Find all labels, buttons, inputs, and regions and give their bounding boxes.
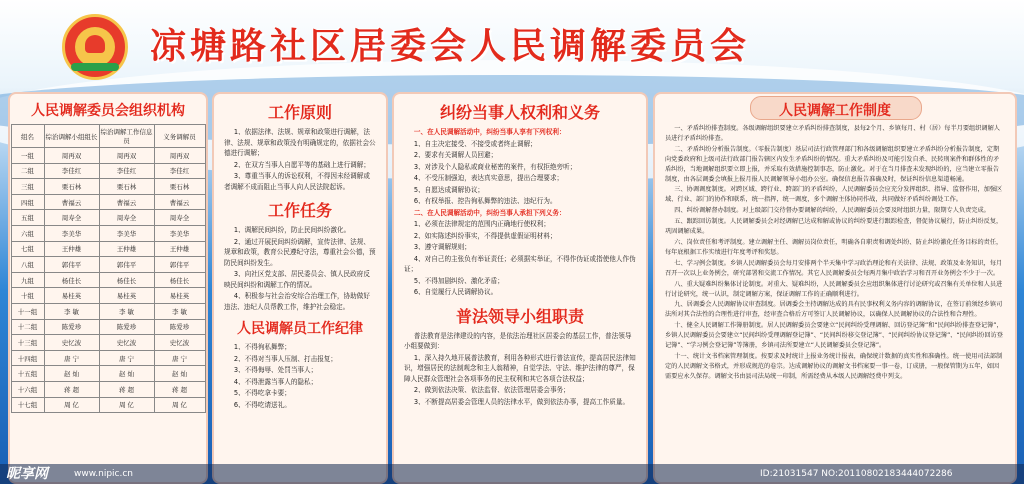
- paragraph: 4、对自己的主张负有举证责任；必须据实举证，不得作伪证或指使他人作伪证；: [404, 254, 636, 273]
- page-title: 凉塘路社区居委会人民调解委员会: [150, 25, 751, 67]
- table-cell: 史忆波: [99, 335, 154, 351]
- table-cell: 八组: [11, 257, 44, 273]
- paragraph: 3、向社区党支部、居民委员会、镇人民政府反映民间纠纷和调解工作的情况。: [224, 270, 370, 289]
- paragraph: 二、矛盾纠纷分析报告制度。（零报告制度）基层司法行政管理部门和各级调解组织要建立矛盾纠纷分析报告制度，定期向党委政府和上级司法行政部门报告辖区内发生矛盾纠纷的情况。重大矛盾纠纷及可能引发自杀、民转刑案件和群体性的矛盾纠纷，当地调解组织要立即上报，并采取有效措施控制事态，防止激化。对于在当月排查未发现纠纷的，应当建立零报告制度，由各层调委会填报上报月报人民调解领导小组办公室。确保信息报告准确及时，保证纠纷信息渠道畅通。: [665, 145, 1000, 183]
- table-cell: 史忆波: [154, 335, 205, 351]
- paragraph: 5、自愿达成调解协议；: [413, 185, 485, 194]
- table-row: [11, 335, 205, 351]
- paragraph: 1、自主决定接受、不接受或者终止调解；: [413, 139, 537, 148]
- table-row: [11, 272, 205, 288]
- tasks-text: [214, 225, 386, 312]
- table-cell: 周 亿: [154, 397, 205, 413]
- table-cell: 十四组: [11, 350, 44, 366]
- table-cell: 李佳红: [99, 163, 154, 179]
- paragraph: 五、跟踪回访制度。人民调解委员会对经调解已达成和解或协议的纠纷要进行跟踪检查，督促协议履行，防止纠纷反复，巩固调解成果。: [665, 218, 1003, 236]
- table-cell: 陈爱珍: [154, 319, 205, 335]
- paragraph: 2、要求有关调解人员回避；: [413, 151, 498, 159]
- watermark-bar: [0, 464, 1024, 484]
- table-row: [11, 303, 205, 319]
- table-cell: 三组: [11, 179, 44, 195]
- table-cell: 李美华: [99, 225, 154, 241]
- table-cell: 周再双: [44, 148, 99, 164]
- principles-title: 工作原则: [267, 103, 332, 122]
- table-row: [11, 319, 205, 335]
- table-row: [11, 163, 205, 179]
- paragraph: 3、不得侮辱、处罚当事人；: [233, 366, 318, 374]
- paragraph: 七、学习例会制度。乡镇人民调解委员会每月安排两个半天集中学习政治理论和有关法律、法规、政策及业务知识，每月召开一次以上业务例会，研究部署和交流工作情况。其它人民调解委员会每两月集中政治学习和召开业务例会不少于一次。: [665, 259, 1003, 277]
- paragraph: 1、调解民间纠纷，防止民间纠纷激化。: [233, 226, 351, 234]
- table-cell: 赵 灿: [99, 366, 154, 382]
- paragraph: 九、居调委会人民调解协议审查制度。居调委会主持调解达成的具有民事权利义务内容的调解协议，在签订前须经乡镇司法所对其合法性的合理性进行审查，经审查合格后方可签订人民调解协议，以确保人民调解协议的合法性和合理性。: [665, 301, 1003, 319]
- principles-panel: [212, 92, 388, 484]
- paragraph: 1、深入持久地开展普法教育，利用各种形式进行普法宣传，提高居民法律知识，增强居民的法制观念和主人翁精神，自觉学法、守法、维护法律的尊严，保障人民群众管理社会各项事务的民主权利和其它各项合法权益；: [404, 353, 636, 383]
- paragraph: 5、不得加剧纠纷、激化矛盾；: [413, 276, 504, 285]
- paragraph: 6、有权举报、控告徇私舞弊的违法、违纪行为。: [413, 197, 557, 205]
- paragraph: 2、通过开展民间纠纷调解，宣传法律、法规、规章和政策，教育公民遵纪守法，尊重社会公德，预防民间纠纷发生。: [224, 237, 376, 267]
- paragraph: 3、遵守调解规则；: [413, 243, 471, 251]
- table-row: [11, 366, 205, 382]
- paragraph: 4、不受压制强迫，表达真实意思，提出合理要求；: [413, 174, 564, 182]
- paragraph: 4、不得泄露当事人的隐私；: [233, 377, 318, 386]
- table-cell: 曹福云: [44, 194, 99, 210]
- table-cell: 二组: [11, 163, 44, 179]
- paragraph: 十、健全人民调解工作簿册制度。居人民调解委员会要建立“民间纠纷受理调解、回访登记簿”和“民间纠纷排查登记簿”，乡镇人民调解委员会要建立“民间纠纷受理调解登记簿”、“民间纠纷移交登记簿”、“民间纠纷协议登记簿”、“民间纠纷回访登记簿”、“学习例会登记簿”等簿册，乡镇司法所要建立“人民调解委员会登记簿”。: [665, 322, 1003, 350]
- table-row: [11, 225, 205, 241]
- table-cell: 李 敏: [154, 303, 205, 319]
- paragraph: 3、尊重当事人的诉讼权利，不得因未经调解或者调解不成而阻止当事人向人民法院起诉。: [224, 172, 370, 191]
- table-row: [11, 148, 205, 164]
- paragraph: 6、不得吃请送礼。: [233, 400, 291, 409]
- table-cell: 六组: [11, 225, 44, 241]
- table-row: [11, 381, 205, 397]
- rights-title: 纠纷当事人权利和义务: [439, 103, 600, 122]
- table-row: [11, 241, 205, 257]
- table-cell: 唐 宁: [99, 350, 154, 366]
- watermark-brand: 昵享网: [6, 466, 48, 482]
- paragraph: 3、不断提高居委会管理人员的法律水平，做到依法办事，提高工作质量。: [413, 397, 630, 406]
- table-cell: 周再双: [99, 148, 154, 164]
- table-cell: 史忆波: [44, 335, 99, 351]
- paragraph: 2、做到依法决策、依法监督、依法管理居委会事务；: [413, 386, 570, 394]
- table-cell: 九组: [11, 272, 44, 288]
- paragraph: 1、依据法律、法规、规章和政策进行调解，法律、法规、规章和政策没有明确规定的，依据社会公德进行调解；: [224, 128, 376, 157]
- rules-panel: [653, 92, 1017, 484]
- table-cell: 易桂英: [44, 288, 99, 304]
- table-cell: 周再双: [154, 148, 205, 164]
- paragraph: 5、不得吃拿卡要；: [233, 389, 291, 397]
- table-cell: 杨佳长: [99, 272, 154, 288]
- table-cell: 李 敏: [99, 303, 154, 319]
- table-cell: 赵 灿: [44, 366, 99, 382]
- table-cell: 十六组: [11, 381, 44, 397]
- paragraph: 1、不得徇私舞弊；: [233, 343, 291, 351]
- paragraph: 3、对涉及个人隐私或商业秘密的案件，有权拒绝旁听；: [413, 162, 577, 171]
- table-cell: 蒋 超: [44, 381, 99, 397]
- table-row: [11, 350, 205, 366]
- table-cell: 周 亿: [44, 397, 99, 413]
- table-row: [11, 179, 205, 195]
- table-cell: 曹福云: [99, 194, 154, 210]
- table-cell: 陈爱珍: [44, 319, 99, 335]
- table-cell: 周寿全: [154, 210, 205, 226]
- organization-panel: [8, 92, 208, 484]
- table-cell: 李佳红: [44, 163, 99, 179]
- table-cell: 唐 宁: [154, 350, 205, 366]
- rules-title: 人民调解工作制度: [779, 103, 891, 119]
- paragraph: 八、重大疑难纠纷集体讨论制度。对重大、疑难纠纷，人民调解委员会应组织集体进行讨论研究或召集有关单位和人员进行讨论研究，统一认识，制定调解方案，保证调解工作的正确顺利进行。: [665, 280, 1003, 298]
- discipline-title: 人民调解员工作纪律: [237, 321, 363, 337]
- duties-heading: 二、在人民调解活动中，纠纷当事人承担下列义务：: [413, 208, 566, 217]
- table-cell: 四组: [11, 194, 44, 210]
- watermark-url: www.nipic.cn: [74, 469, 133, 479]
- table-cell: 栗石林: [44, 179, 99, 195]
- paragraph: 十一、统计文书档案管理制度。按要求及时统计上报业务统计报表，确保统计数据的真实性和准确性。统一使用司法部制定的人民调解文书格式，并形成规范的卷宗。达成调解协议的调解文书档案要一事一卷，订成册，一般保管期为五年，如因需要应永久保存。调解文书由县司法局统一印制，所需经费从本级人民调解经费中列支。: [665, 352, 1003, 380]
- table-row: [11, 194, 205, 210]
- watermark-id: ID:21031547 NO:20110802183444072286: [760, 469, 953, 479]
- table-cell: 十组: [11, 288, 44, 304]
- table-cell: 十二组: [11, 319, 44, 335]
- table-cell: 郭伟平: [44, 257, 99, 273]
- table-cell: 蒋 超: [154, 381, 205, 397]
- table-cell: 栗石林: [99, 179, 154, 195]
- rights-heading: 一、在人民调解活动中，纠纷当事人享有下列权利：: [413, 128, 566, 136]
- discipline-text: [214, 342, 386, 410]
- table-cell: 郭伟平: [154, 257, 205, 273]
- table-cell: 李美华: [44, 225, 99, 241]
- table-cell: 蒋 超: [99, 381, 154, 397]
- paragraph: 4、积极参与社会治安综合治理工作，协助做好违法、违纪人员帮教工作，维护社会稳定。: [224, 292, 370, 311]
- organization-title: 人民调解委员会组织机构: [31, 103, 185, 119]
- paragraph: 六、岗位责任和考评制度。建立调解主任、调解员岗位责任，明确各自职责和调处纠纷、防止纠纷激化任务目标的责任，每年底根据工作实绩进行年度考评和奖惩。: [665, 238, 1003, 256]
- paragraph: 四、纠纷调解督办制度。对上级部门交待督办要调解的纠纷，人民调解委员会要及时组织力量，限期专人负责完成。: [674, 207, 990, 215]
- header: [0, 0, 1024, 88]
- paragraph: 一、矛盾纠纷排查制度。各级调解组织要建立矛盾纠纷排查制度，县每2个月、乡镇每月、村（居）每半月要组织调解人员进行矛盾纠纷排查。: [665, 125, 1000, 142]
- table-header: 组名: [11, 125, 44, 148]
- legal-group-title: 普法领导小组职责: [455, 306, 584, 326]
- table-cell: 李 敏: [44, 303, 99, 319]
- table-cell: 栗石林: [154, 179, 205, 195]
- table-header: 义务调解员: [154, 125, 205, 148]
- rules-list: [655, 124, 1015, 382]
- table-cell: 唐 宁: [44, 350, 99, 366]
- table-cell: 赵 灿: [154, 366, 205, 382]
- table-cell: 一组: [11, 148, 44, 164]
- table-cell: 周寿全: [99, 210, 154, 226]
- table-row: [11, 257, 205, 273]
- table-cell: 十五组: [11, 366, 44, 382]
- mediation-emblem-icon: [62, 14, 128, 80]
- table-cell: 杨佳长: [44, 272, 99, 288]
- rights-panel: [392, 92, 648, 484]
- table-header: 综治调解小组组长: [44, 125, 99, 148]
- table-cell: 周寿全: [44, 210, 99, 226]
- table-cell: 十一组: [11, 303, 44, 319]
- table-cell: 易桂英: [154, 288, 205, 304]
- paragraph: 普法教育是法律建设的内容，是依法治理社区居委会的基层工作，普法领导小组要做到：: [404, 331, 632, 350]
- tasks-title: 工作任务: [267, 201, 332, 220]
- table-cell: 郭伟平: [99, 257, 154, 273]
- table-cell: 杨佳长: [154, 272, 205, 288]
- duties-list: [394, 219, 646, 298]
- table-cell: 李佳红: [154, 163, 205, 179]
- paragraph: 2、在双方当事人自愿平等的基础上进行调解；: [233, 160, 370, 169]
- rights-list: [394, 139, 646, 207]
- table-cell: 十三组: [11, 335, 44, 351]
- table-header: 综治调解工作信息员: [99, 125, 154, 148]
- paragraph: 6、自觉履行人民调解协议。: [413, 288, 498, 296]
- table-cell: 周 亿: [99, 397, 154, 413]
- table-cell: 七组: [11, 241, 44, 257]
- paragraph: 1、必须在法律规定的范围内正确地行使权利；: [413, 220, 550, 228]
- table-cell: 五组: [11, 210, 44, 226]
- table-cell: 曹福云: [154, 194, 205, 210]
- table-cell: 易桂英: [99, 288, 154, 304]
- table-cell: 十七组: [11, 397, 44, 413]
- organization-table: [11, 124, 206, 413]
- paragraph: 2、如实陈述纠纷事实，不得提供虚假证明材料；: [413, 231, 557, 240]
- principles-text: [214, 127, 386, 192]
- table-cell: 陈爱珍: [99, 319, 154, 335]
- paragraph: 2、不得对当事人压制、打击报复；: [233, 354, 337, 363]
- table-row: [11, 210, 205, 226]
- legal-group-text: [394, 331, 646, 408]
- table-cell: 王仲雄: [44, 241, 99, 257]
- table-row: [11, 397, 205, 413]
- table-cell: 王仲雄: [154, 241, 205, 257]
- paragraph: 三、协调调度制度。对跨区域、跨行业、跨部门的矛盾纠纷，人民调解委员会应充分发挥组织、指导、监督作用，加强区域、行业、部门的协作和联系，统一指挥，统一调度，多个调解主体协同作战，共同做好矛盾纠纷调处工作。: [665, 186, 1003, 204]
- table-cell: 王仲雄: [99, 241, 154, 257]
- table-row: [11, 288, 205, 304]
- table-cell: 李美华: [154, 225, 205, 241]
